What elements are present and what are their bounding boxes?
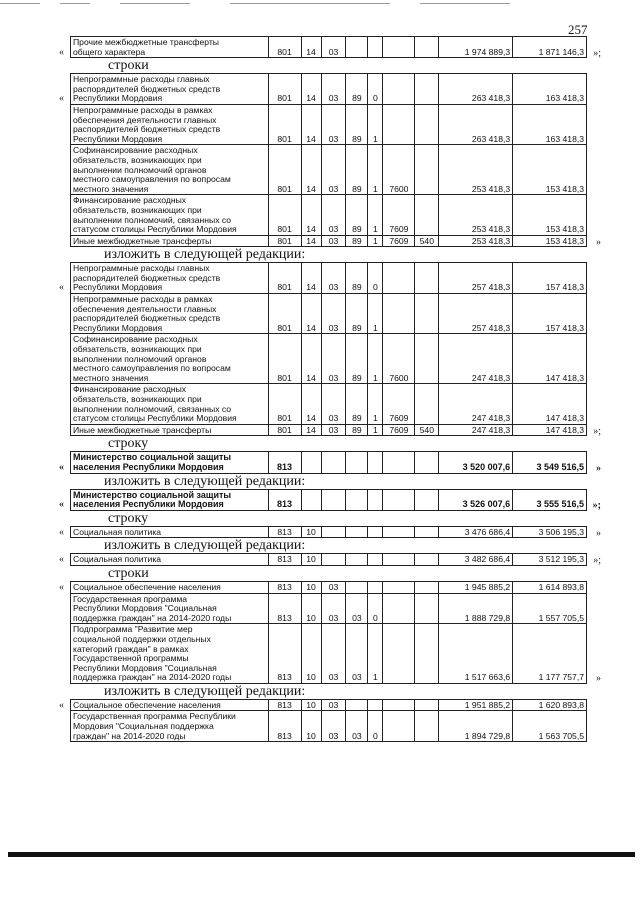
section-code: 14 bbox=[302, 105, 322, 144]
row-name: Непрограммные расходы в рамках обеспечения деятельности главных распорядителей бюджетных средств Республики Мордовия bbox=[71, 105, 269, 144]
table-row bbox=[59, 526, 601, 539]
expense-type-code bbox=[415, 554, 439, 565]
amount-2016: 3 549 516,5 bbox=[513, 452, 587, 472]
row-name: Социальная политика bbox=[71, 527, 269, 538]
expense-type-code bbox=[415, 452, 439, 472]
amount-2015: 1 894 729,8 bbox=[439, 711, 513, 741]
subsection-code: 03 bbox=[322, 145, 347, 194]
table-row bbox=[59, 262, 587, 294]
amount-2015: 253 418,3 bbox=[439, 145, 513, 194]
amount-2016: 163 418,3 bbox=[513, 74, 587, 104]
amount-2016: 147 418,3 bbox=[513, 384, 587, 423]
amount-2015: 3 520 007,6 bbox=[439, 452, 513, 472]
section-code: 14 bbox=[302, 425, 322, 436]
program-code bbox=[346, 37, 368, 57]
row-name: Социальное обеспечение населения bbox=[71, 582, 269, 593]
admin-code: 801 bbox=[269, 294, 302, 333]
amount-2016: 163 418,3 bbox=[513, 105, 587, 144]
subprogram-code bbox=[368, 554, 383, 565]
section-code: 14 bbox=[302, 74, 322, 104]
row-name: Социальная политика bbox=[71, 554, 269, 565]
subsection-code bbox=[322, 554, 347, 565]
amount-2015: 253 418,3 bbox=[439, 236, 513, 247]
open-quote: « bbox=[59, 461, 64, 473]
amendment-block bbox=[0, 58, 640, 247]
subsection-code: 03 bbox=[322, 711, 347, 741]
amendment-block bbox=[0, 684, 640, 742]
amendment-heading: строки bbox=[108, 58, 149, 74]
section-code: 10 bbox=[302, 624, 322, 683]
section-code bbox=[302, 452, 322, 472]
row-name: Государственная программа Республики Мордовия "Социальная поддержка граждан" на 2014-2020 годы bbox=[71, 594, 269, 624]
amendment-block bbox=[0, 247, 640, 436]
expense-type-code bbox=[415, 294, 439, 333]
amount-2016: 157 418,3 bbox=[513, 263, 587, 293]
admin-code: 801 bbox=[269, 384, 302, 423]
subprogram-code: 1 bbox=[368, 195, 383, 234]
target-code bbox=[383, 263, 415, 293]
section-code: 10 bbox=[302, 594, 322, 624]
amendment-heading: изложить в следующей редакции: bbox=[104, 247, 306, 263]
close-quote: » bbox=[596, 462, 601, 474]
subsection-code: 03 bbox=[322, 624, 347, 683]
close-quote: » bbox=[596, 527, 601, 539]
admin-code: 813 bbox=[269, 582, 302, 593]
row-name: Финансирование расходных обязательств, возникающих при выполнении полномочий, связанных со статусом столицы Республики Мордовия bbox=[71, 195, 269, 234]
open-quote: « bbox=[59, 699, 64, 711]
section-code: 10 bbox=[302, 582, 322, 593]
subprogram-code: 1 bbox=[368, 624, 383, 683]
amount-2016: 1 563 705,5 bbox=[513, 711, 587, 741]
expense-type-code bbox=[415, 195, 439, 234]
subsection-code: 03 bbox=[322, 594, 347, 624]
target-code bbox=[383, 105, 415, 144]
target-code: 7609 bbox=[383, 425, 415, 436]
table-row bbox=[59, 36, 601, 59]
table-row bbox=[59, 489, 601, 512]
target-code: 7609 bbox=[383, 195, 415, 234]
subprogram-code bbox=[368, 527, 383, 538]
amendment-heading: строки bbox=[108, 565, 149, 581]
program-code: 89 bbox=[346, 384, 368, 423]
subsection-code: 03 bbox=[322, 700, 347, 711]
row-name: Непрограммные расходы в рамках обеспечения деятельности главных распорядителей бюджетных средств Республики Мордовия bbox=[71, 294, 269, 333]
amount-2015: 247 418,3 bbox=[439, 425, 513, 436]
amount-2016: 1 871 146,3 bbox=[513, 37, 587, 57]
close-quote: »; bbox=[593, 555, 601, 567]
admin-code: 813 bbox=[269, 711, 302, 741]
amount-2015: 247 418,3 bbox=[439, 334, 513, 383]
program-code: 03 bbox=[346, 624, 368, 683]
admin-code: 801 bbox=[269, 105, 302, 144]
open-quote: « bbox=[59, 526, 64, 538]
program-code bbox=[346, 490, 368, 510]
row-name: Иные межбюджетные трансферты bbox=[71, 236, 269, 247]
admin-code: 801 bbox=[269, 145, 302, 194]
target-code: 7600 bbox=[383, 145, 415, 194]
section-code: 14 bbox=[302, 294, 322, 333]
subsection-code bbox=[322, 452, 347, 472]
amount-2015: 1 945 885,2 bbox=[439, 582, 513, 593]
open-quote: « bbox=[59, 46, 64, 58]
amendment-block bbox=[0, 511, 640, 539]
subprogram-code bbox=[368, 37, 383, 57]
admin-code: 801 bbox=[269, 334, 302, 383]
expense-type-code bbox=[415, 105, 439, 144]
close-quote: »; bbox=[592, 500, 601, 512]
program-code bbox=[346, 554, 368, 565]
amendment-block bbox=[0, 474, 640, 511]
section-code: 14 bbox=[302, 195, 322, 234]
close-quote: »; bbox=[593, 47, 601, 59]
section-code: 10 bbox=[302, 554, 322, 565]
subsection-code: 03 bbox=[322, 425, 347, 436]
table-row bbox=[59, 581, 587, 594]
amount-2016: 1 177 757,7 bbox=[513, 624, 587, 683]
amount-2015: 257 418,3 bbox=[439, 263, 513, 293]
section-code: 14 bbox=[302, 37, 322, 57]
table-row bbox=[59, 699, 587, 712]
admin-code: 813 bbox=[269, 452, 302, 472]
expense-type-code bbox=[415, 594, 439, 624]
admin-code: 813 bbox=[269, 594, 302, 624]
expense-type-code bbox=[415, 74, 439, 104]
subprogram-code: 0 bbox=[368, 74, 383, 104]
section-code: 10 bbox=[302, 527, 322, 538]
page-number: 257 bbox=[568, 22, 588, 37]
amount-2016: 153 418,3 bbox=[513, 145, 587, 194]
row-name: Непрограммные расходы главных распорядителей бюджетных средств Республики Мордовия bbox=[71, 74, 269, 104]
program-code: 89 bbox=[346, 74, 368, 104]
amount-2015: 253 418,3 bbox=[439, 195, 513, 234]
amendment-block bbox=[0, 436, 640, 473]
close-quote: » bbox=[596, 236, 601, 248]
table-row bbox=[70, 624, 601, 685]
expense-type-code bbox=[415, 334, 439, 383]
table-row bbox=[70, 235, 601, 248]
row-name: Министерство социальной защиты населения Республики Мордовия bbox=[71, 490, 269, 510]
row-name: Софинансирование расходных обязательств, возникающих при выполнении полномочий органов местного самоуправления по вопросам местного значения bbox=[71, 334, 269, 383]
expense-type-code bbox=[415, 582, 439, 593]
amount-2015: 1 888 729,8 bbox=[439, 594, 513, 624]
program-code: 89 bbox=[346, 425, 368, 436]
admin-code: 813 bbox=[269, 700, 302, 711]
subprogram-code: 1 bbox=[368, 294, 383, 333]
subprogram-code bbox=[368, 452, 383, 472]
subprogram-code: 1 bbox=[368, 384, 383, 423]
admin-code: 801 bbox=[269, 425, 302, 436]
program-code bbox=[346, 700, 368, 711]
subsection-code: 03 bbox=[322, 195, 347, 234]
open-quote: « bbox=[59, 554, 64, 566]
subsection-code: 03 bbox=[322, 263, 347, 293]
program-code bbox=[346, 582, 368, 593]
table-row bbox=[70, 384, 587, 424]
section-code: 14 bbox=[302, 236, 322, 247]
open-quote: « bbox=[59, 581, 64, 593]
subsection-code bbox=[322, 490, 347, 510]
row-name: Социальное обеспечение населения bbox=[71, 700, 269, 711]
admin-code: 801 bbox=[269, 37, 302, 57]
target-code bbox=[383, 624, 415, 683]
close-quote: » bbox=[596, 673, 601, 685]
budget-amendment-document bbox=[0, 36, 640, 742]
row-name: Подпрограмма "Развитие мер социальной поддержки отдельных категорий граждан" в рамках Государственной программы Республики Мордовия "Социальная поддержка граждан" на 2014-2020 годы bbox=[71, 624, 269, 683]
target-code: 7600 bbox=[383, 334, 415, 383]
amendment-block bbox=[0, 566, 640, 684]
program-code: 89 bbox=[346, 105, 368, 144]
expense-type-code: 540 bbox=[415, 425, 439, 436]
subsection-code: 03 bbox=[322, 384, 347, 423]
amendment-block bbox=[0, 36, 640, 58]
target-code bbox=[383, 74, 415, 104]
amount-2015: 3 476 686,4 bbox=[439, 527, 513, 538]
expense-type-code bbox=[415, 711, 439, 741]
program-code: 89 bbox=[346, 294, 368, 333]
amendment-heading: строку bbox=[108, 436, 149, 452]
subprogram-code: 1 bbox=[368, 105, 383, 144]
target-code: 7609 bbox=[383, 236, 415, 247]
amendment-heading: изложить в следующей редакции: bbox=[104, 538, 306, 554]
table-row bbox=[70, 424, 601, 437]
program-code: 03 bbox=[346, 594, 368, 624]
program-code bbox=[346, 452, 368, 472]
table-row bbox=[59, 553, 601, 567]
close-quote: »; bbox=[593, 425, 601, 437]
amount-2015: 1 517 663,6 bbox=[439, 624, 513, 683]
amount-2016: 157 418,3 bbox=[513, 294, 587, 333]
table-row bbox=[70, 294, 587, 334]
open-quote: « bbox=[59, 93, 64, 105]
expense-type-code bbox=[415, 263, 439, 293]
row-name: Государственная программа Республики Мордовия "Социальная поддержка граждан" на 2014-2020 годы bbox=[71, 711, 269, 741]
amount-2015: 3 526 007,6 bbox=[439, 490, 513, 510]
row-name: Финансирование расходных обязательств, возникающих при выполнении полномочий, связанных со статусом столицы Республики Мордовия bbox=[71, 384, 269, 423]
amount-2016: 153 418,3 bbox=[513, 236, 587, 247]
section-code: 10 bbox=[302, 700, 322, 711]
program-code: 89 bbox=[346, 263, 368, 293]
subsection-code: 03 bbox=[322, 582, 347, 593]
amount-2016: 147 418,3 bbox=[513, 334, 587, 383]
target-code bbox=[383, 594, 415, 624]
subprogram-code bbox=[368, 582, 383, 593]
subsection-code: 03 bbox=[322, 334, 347, 383]
amount-2015: 247 418,3 bbox=[439, 384, 513, 423]
expense-type-code bbox=[415, 145, 439, 194]
program-code: 89 bbox=[346, 195, 368, 234]
row-name: Министерство социальной защиты населения Республики Мордовия bbox=[71, 452, 269, 472]
row-name: Непрограммные расходы главных распорядителей бюджетных средств Республики Мордовия bbox=[71, 263, 269, 293]
subprogram-code: 0 bbox=[368, 594, 383, 624]
amount-2015: 3 482 686,4 bbox=[439, 554, 513, 565]
amendment-heading: строку bbox=[108, 510, 149, 526]
amount-2016: 147 418,3 bbox=[513, 425, 587, 436]
admin-code: 801 bbox=[269, 236, 302, 247]
amount-2016: 1 557 705,5 bbox=[513, 594, 587, 624]
open-quote: « bbox=[59, 282, 64, 294]
expense-type-code bbox=[415, 37, 439, 57]
section-code: 14 bbox=[302, 334, 322, 383]
subsection-code: 03 bbox=[322, 37, 347, 57]
table-row bbox=[70, 105, 587, 145]
section-code: 10 bbox=[302, 711, 322, 741]
table-row bbox=[59, 73, 587, 105]
target-code bbox=[383, 294, 415, 333]
program-code: 89 bbox=[346, 145, 368, 194]
program-code: 89 bbox=[346, 236, 368, 247]
admin-code: 801 bbox=[269, 195, 302, 234]
table-row bbox=[70, 145, 587, 195]
program-code: 89 bbox=[346, 334, 368, 383]
admin-code: 801 bbox=[269, 74, 302, 104]
subprogram-code: 0 bbox=[368, 711, 383, 741]
subsection-code bbox=[322, 527, 347, 538]
expense-type-code bbox=[415, 624, 439, 683]
amount-2016: 3 506 195,3 bbox=[513, 527, 587, 538]
footer-rule bbox=[8, 852, 635, 857]
target-code bbox=[383, 527, 415, 538]
section-code: 14 bbox=[302, 384, 322, 423]
amount-2015: 1 974 889,3 bbox=[439, 37, 513, 57]
subsection-code: 03 bbox=[322, 236, 347, 247]
expense-type-code bbox=[415, 384, 439, 423]
table-row bbox=[70, 594, 587, 625]
table-row bbox=[70, 334, 587, 384]
admin-code: 813 bbox=[269, 527, 302, 538]
row-name: Софинансирование расходных обязательств, возникающих при выполнении полномочий органов местного самоуправления по вопросам местного значения bbox=[71, 145, 269, 194]
amount-2016: 3 555 516,5 bbox=[513, 490, 587, 510]
target-code bbox=[383, 711, 415, 741]
scan-header-artifact bbox=[0, 0, 640, 8]
subsection-code: 03 bbox=[322, 74, 347, 104]
amount-2016: 3 512 195,3 bbox=[513, 554, 587, 565]
expense-type-code bbox=[415, 527, 439, 538]
subprogram-code bbox=[368, 700, 383, 711]
target-code bbox=[383, 582, 415, 593]
admin-code: 813 bbox=[269, 624, 302, 683]
subprogram-code bbox=[368, 490, 383, 510]
amount-2015: 257 418,3 bbox=[439, 294, 513, 333]
amendment-heading: изложить в следующей редакции: bbox=[104, 473, 306, 489]
expense-type-code bbox=[415, 700, 439, 711]
row-name: Иные межбюджетные трансферты bbox=[71, 425, 269, 436]
subprogram-code: 1 bbox=[368, 145, 383, 194]
table-row bbox=[59, 451, 601, 474]
subprogram-code: 1 bbox=[368, 425, 383, 436]
amendment-heading: изложить в следующей редакции: bbox=[104, 683, 306, 699]
expense-type-code: 540 bbox=[415, 236, 439, 247]
table-row bbox=[70, 195, 587, 235]
amount-2016: 1 614 893,8 bbox=[513, 582, 587, 593]
admin-code: 801 bbox=[269, 263, 302, 293]
table-row bbox=[70, 711, 587, 742]
program-code: 03 bbox=[346, 711, 368, 741]
section-code: 14 bbox=[302, 145, 322, 194]
admin-code: 813 bbox=[269, 490, 302, 510]
row-name: Прочие межбюджетные трансферты общего характера bbox=[71, 37, 269, 57]
target-code bbox=[383, 700, 415, 711]
section-code: 14 bbox=[302, 263, 322, 293]
subprogram-code: 1 bbox=[368, 334, 383, 383]
subsection-code: 03 bbox=[322, 294, 347, 333]
admin-code: 813 bbox=[269, 554, 302, 565]
amount-2015: 263 418,3 bbox=[439, 105, 513, 144]
program-code bbox=[346, 527, 368, 538]
amount-2016: 1 620 893,8 bbox=[513, 700, 587, 711]
section-code bbox=[302, 490, 322, 510]
target-code bbox=[383, 554, 415, 565]
target-code bbox=[383, 37, 415, 57]
amount-2015: 1 951 885,2 bbox=[439, 700, 513, 711]
amount-2016: 153 418,3 bbox=[513, 195, 587, 234]
amount-2015: 263 418,3 bbox=[439, 74, 513, 104]
subprogram-code: 0 bbox=[368, 263, 383, 293]
open-quote: « bbox=[59, 499, 64, 511]
target-code: 7609 bbox=[383, 384, 415, 423]
expense-type-code bbox=[415, 490, 439, 510]
subprogram-code: 1 bbox=[368, 236, 383, 247]
amendment-block bbox=[0, 538, 640, 566]
target-code bbox=[383, 452, 415, 472]
subsection-code: 03 bbox=[322, 105, 347, 144]
target-code bbox=[383, 490, 415, 510]
